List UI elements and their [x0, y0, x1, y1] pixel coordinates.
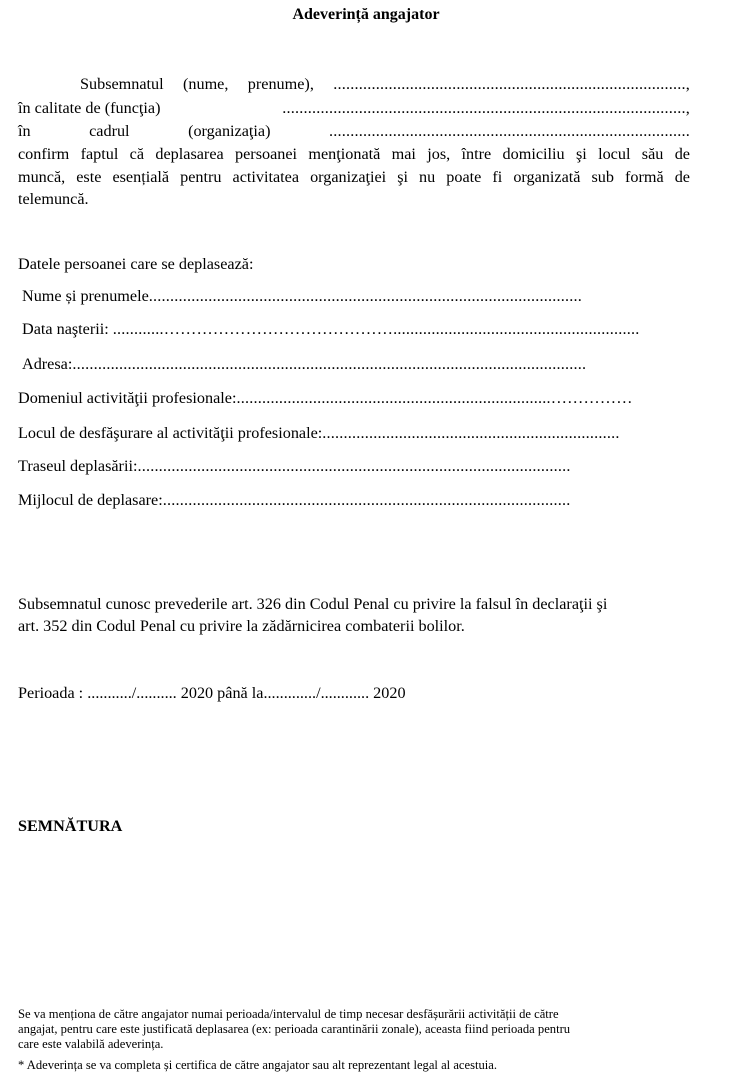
intro-word: în	[18, 122, 31, 140]
note-line-4: * Adeverința se va completa și certifica de către angajator sau alt reprezentant legal al acestuia.	[18, 1058, 498, 1072]
field-label: Data naşterii:	[22, 320, 113, 338]
intro-line-1	[80, 75, 690, 94]
period-line[interactable]: Perioada : .........../.......... 2020 până la............./............ 2020	[18, 684, 406, 702]
note-line-3: care este valabilă adeverința.	[18, 1037, 164, 1051]
intro-line-5: muncă, este esențială pentru activitatea organizaţiei şi nu poate fi organizată sub formă de	[18, 168, 690, 186]
intro-line-4: confirm faptul că deplasarea persoanei menţionată mai jos, între domiciliu şi locul său de	[18, 145, 690, 163]
function-label: în calitate de (funcţia)	[18, 99, 161, 117]
legal-statement-line-2: art. 352 din Codul Penal cu privire la zădărnicirea combaterii bolilor.	[18, 617, 465, 635]
field-label: Adresa:	[22, 355, 73, 373]
field-fill-line[interactable]: ......................................................................................................	[148, 287, 582, 305]
field-full-name[interactable]	[22, 287, 582, 306]
field-birth-date[interactable]	[22, 320, 640, 339]
field-professional-domain[interactable]	[18, 389, 633, 408]
field-fill-line[interactable]: ......................................................................	[322, 424, 620, 442]
intro-line-3	[18, 122, 690, 141]
field-label: Nume și prenumele	[22, 287, 149, 305]
field-fill-line[interactable]: ..........................................................................……………	[236, 389, 633, 407]
function-fill-line[interactable]: ...............................................................................................,	[282, 99, 690, 117]
intro-line-6: telemuncă.	[18, 190, 89, 208]
intro-word: (nume,	[183, 75, 229, 93]
field-transport-means[interactable]	[18, 491, 570, 510]
field-workplace-location[interactable]	[18, 424, 620, 443]
intro-line-2	[18, 99, 690, 118]
field-address[interactable]	[22, 355, 586, 374]
field-fill-line[interactable]: ................................................................................................	[162, 491, 571, 509]
field-fill-line[interactable]: .........................................................................................................................	[72, 355, 587, 373]
person-data-heading: Datele persoanei care se deplasează:	[18, 255, 254, 273]
field-fill-line[interactable]: ......................................................................................................	[137, 457, 571, 475]
field-travel-route[interactable]	[18, 457, 571, 476]
field-label: Mijlocul de deplasare:	[18, 491, 163, 509]
field-label: Traseul deplasării:	[18, 457, 138, 475]
legal-statement-line-1: Subsemnatul cunosc prevederile art. 326 din Codul Penal cu privire la falsul în declaraţii şi	[18, 595, 608, 613]
name-fill-line[interactable]: ...................................................................................,	[333, 75, 690, 93]
intro-word: Subsemnatul	[80, 75, 164, 93]
note-line-2: angajat, pentru care este justificată deplasarea (ex: perioada carantinării zonale), aceasta fiind perioada pentru	[18, 1022, 571, 1036]
field-fill-line[interactable]: ............……………………………………..........................................................	[112, 320, 640, 338]
document-title: Adeverință angajator	[292, 6, 440, 23]
organization-fill-line[interactable]: .....................................................................................	[329, 122, 690, 140]
field-label: Domeniul activităţii profesionale:	[18, 389, 237, 407]
note-line-1: Se va menționa de către angajator numai perioada/intervalul de timp necesar desfășurării activității de către	[18, 1007, 559, 1021]
intro-word: (organizaţia)	[188, 122, 271, 140]
field-label: Locul de desfăşurare al activităţii profesionale:	[18, 424, 323, 442]
signature-label: SEMNĂTURA	[18, 817, 123, 835]
intro-word: prenume),	[247, 75, 314, 93]
intro-word: cadrul	[89, 122, 130, 140]
